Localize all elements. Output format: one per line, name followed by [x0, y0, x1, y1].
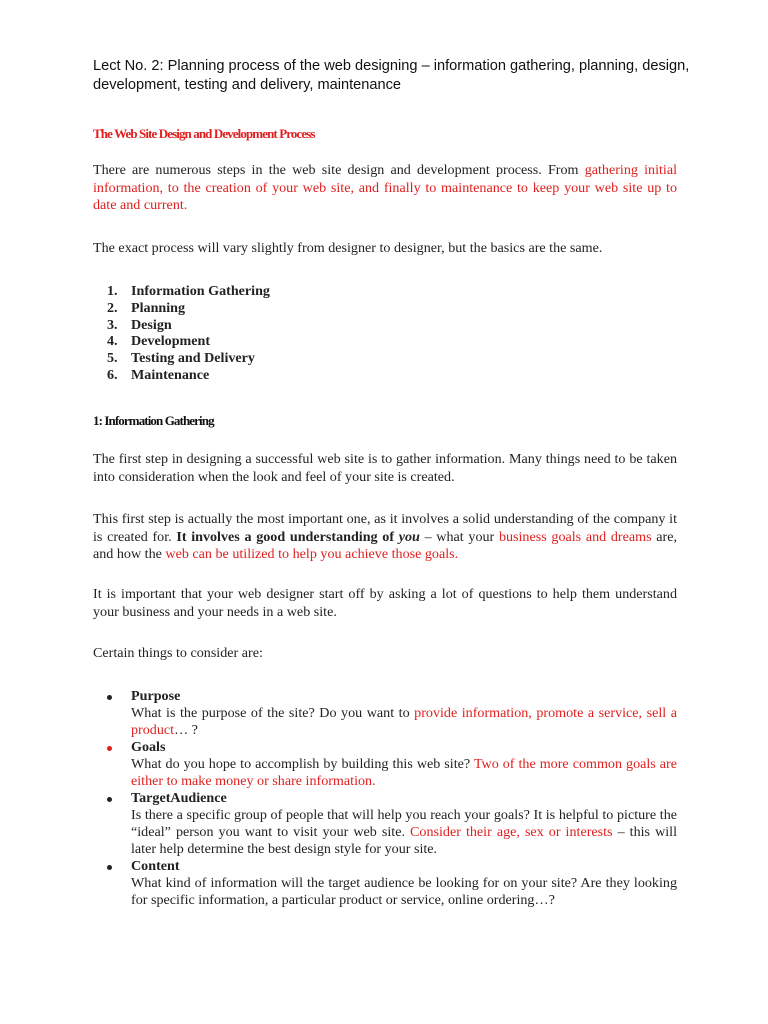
section-heading-information-gathering: 1: Information Gathering [93, 413, 214, 428]
step-number: 1. [107, 283, 118, 299]
intro-text: There are numerous steps in the web site design and development process. From [93, 162, 585, 178]
bullet-icon [107, 695, 112, 700]
step-number: 3. [107, 316, 118, 333]
list-item [93, 739, 677, 790]
lecture-title: Lect No. 2: Planning process of the web designing – information gathering, planning, design, development, testing and delivery, maintenance [93, 58, 690, 93]
bullet-icon [107, 865, 112, 870]
text-run: … ? [174, 722, 198, 738]
paragraph-consider: Certain things to consider are: [93, 645, 263, 661]
process-note: The exact process will vary slightly from designer to designer, but the basics are the same. [93, 240, 603, 256]
item-title-content: Content [131, 858, 180, 874]
text-run: This first step is actually the most important one, as it involves a solid understanding of the company it is created for. [93, 511, 677, 545]
list-item [93, 350, 270, 367]
text-run: – what your [419, 528, 499, 545]
step-label: Information Gathering [131, 283, 270, 299]
text-run: What do you hope to accomplish by building this web site? [131, 756, 474, 772]
item-title-purpose: Purpose [131, 688, 181, 704]
highlight-text: Consider their age, sex or interests [410, 824, 613, 840]
list-item [93, 367, 270, 384]
bold-text [176, 529, 420, 545]
item-body-goals [131, 756, 677, 790]
text-run: It involves a good understanding of [176, 528, 399, 545]
step-number: 5. [107, 350, 118, 367]
italic-text: you [398, 528, 420, 545]
process-steps-list [93, 283, 270, 384]
bullet-icon [107, 746, 112, 751]
step-label: Design [131, 316, 172, 333]
step-label: Maintenance [131, 366, 210, 383]
highlight-text: Two of the more common goals are either to make money or share information. [131, 756, 677, 789]
step-number: 2. [107, 299, 118, 316]
list-item [93, 333, 270, 350]
step-number: 4. [107, 333, 118, 350]
paragraph-first-step: The first step in designing a successful web site is to gather information. Many things need to be taken into consideration when the look and feel of your site is created. [93, 451, 677, 485]
list-item [93, 300, 270, 317]
step-label: Development [131, 333, 211, 350]
highlight-text: business goals and dreams [498, 528, 652, 545]
text-run: What is the purpose of the site? Do you want to [131, 705, 415, 721]
list-item [93, 283, 270, 300]
step-label: Testing and Delivery [131, 350, 255, 367]
text-run: – this will later help determine the best design style for your site. [131, 824, 677, 857]
list-item [93, 858, 677, 909]
list-item [93, 790, 677, 858]
item-body-purpose [131, 705, 677, 739]
intro-paragraph [93, 162, 677, 215]
text-run: are, and how the [93, 528, 678, 562]
item-body-content: What kind of information will the target audience be looking for on your site? Are they looking for specific information, a particular product or service, online ordering…? [131, 875, 677, 908]
list-item [93, 688, 677, 739]
item-title-audience: TargetAudience [131, 790, 227, 806]
item-title-goals: Goals [131, 739, 166, 755]
section-heading-process: The Web Site Design and Development Process [93, 126, 315, 141]
item-body-audience [131, 807, 677, 858]
text-run: Is there a specific group of people that will help you reach your goals? It is helpful to picture the “ideal” person you want to visit your web site. [131, 807, 677, 840]
paragraph-questions: It is important that your web designer start off by asking a lot of questions to help them understand your business and your needs in a web site. [93, 586, 677, 620]
step-number: 6. [107, 366, 118, 383]
consider-list [93, 688, 677, 909]
highlight-text: web can be utilized to help you achieve those goals. [165, 546, 459, 562]
paragraph-understanding [93, 511, 677, 564]
intro-highlight: gathering initial information, to the creation of your web site, and finally to maintenance to keep your web site up to date and current. [93, 162, 677, 213]
list-item [93, 317, 270, 334]
highlight-text: provide information, promote a service, sell a product [131, 705, 677, 738]
step-label: Planning [131, 299, 186, 316]
bullet-icon [107, 797, 112, 802]
